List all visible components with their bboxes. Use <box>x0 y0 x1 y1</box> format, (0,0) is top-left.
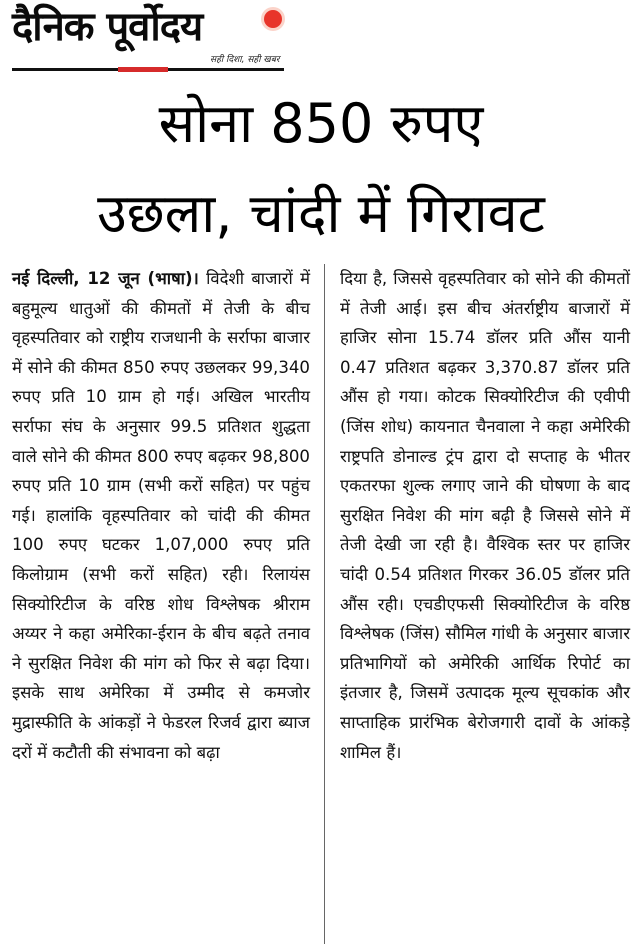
dateline: नई दिल्ली, 12 जून (भाषा)। <box>12 269 199 288</box>
article-text-right: दिया है, जिससे वृहस्पतिवार को सोने की कीमतों में तेजी आई। इस बीच अंतर्राष्ट्रीय बाजारों में हाजिर सोना 15.74 डॉलर प्रति औंस यानी 0.47 प्रतिशत बढ़कर 3,370.87 डॉलर प्रति औंस हो गया। कोटक सिक्योरिटीज की एवीपी (जिंस शोध) कायनात चैनवाला ने कहा अमेरिकी राष्ट्रपति डोनाल्ड ट्रंप द्वारा दो सप्ताह के भीतर एकतरफा शुल्क लगाए जाने की घोषणा के बाद सुरक्षित निवेश की मांग बढ़ी है जिससे सोने में तेजी देखी जा रही है। वैश्विक स्तर पर हाजिर चांदी 0.54 प्रतिशत गिरकर 36.05 डॉलर प्रति औंस रही। एचडीएफसी सिक्योरिटीज के वरिष्ठ विश्लेषक (जिंस) सौमिल गांधी के अनुसार बाजार प्रतिभागियों को अमेरिकी आर्थिक रिपोर्ट का इंतजार है, जिसमें उत्पादक मूल्य सूचकांक और साप्ताहिक प्रारंभिक बेरोजगारी दावों के आंकड़े शामिल हैं। <box>340 269 630 762</box>
newspaper-tagline: सही दिशा, सही खबर <box>210 55 280 65</box>
masthead <box>12 4 282 72</box>
headline-line-1: सोना 850 रुपए <box>158 92 484 155</box>
article-text-left: विदेशी बाजारों में बहुमूल्य धातुओं की कीमतों में तेजी के बीच वृहस्पतिवार को राष्ट्रीय राजधानी के सर्राफा बाजार में सोने की कीमत 850 रुपए उछलकर 99,340 रुपए प्रति 10 ग्राम हो गई। अखिल भारतीय सर्राफा संघ के अनुसार 99.5 प्रतिशत शुद्धता वाले सोने की कीमत 800 रुपए बढ़कर 98,800 रुपए प्रति 10 ग्राम (सभी करों सहित) पर पहुंच गई। हालांकि वृहस्पतिवार को चांदी की कीमत 100 रुपए घटकर 1,07,000 रुपए प्रति किलोग्राम (सभी करों सहित) रही। रिलायंस सिक्योरिटीज के वरिष्ठ शोध विश्लेषक श्रीराम अय्यर ने कहा अमेरिका-ईरान के बीच बढ़ते तनाव ने सुरक्षित निवेश की मांग को फिर से बढ़ा दिया। इसके साथ अमेरिका में उम्मीद से कमजोर मुद्रास्फीति के आंकड़ों ने फेडरल रिजर्व द्वारा ब्याज दरों में कटौती की संभावना को बढ़ा <box>12 269 310 762</box>
headline-line-2: उछला, चांदी में गिरावट <box>97 182 545 245</box>
column-divider <box>324 264 325 944</box>
masthead-accent-bar <box>118 67 168 72</box>
newspaper-name: दैनिक पूर्वोदय <box>12 4 203 50</box>
article-column-right <box>340 264 630 767</box>
sun-logo-icon <box>264 10 282 28</box>
article-column-left <box>12 264 310 767</box>
